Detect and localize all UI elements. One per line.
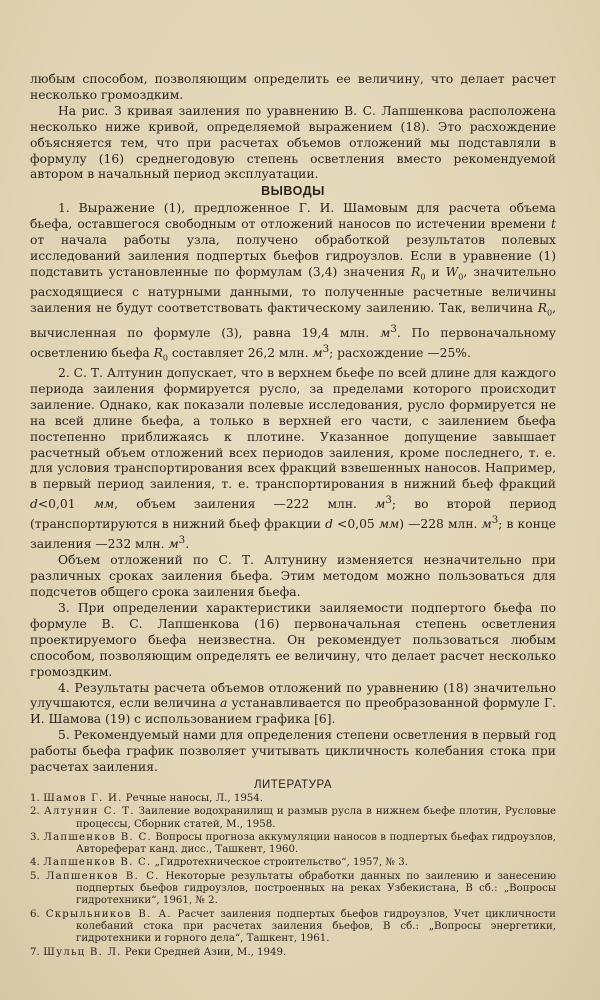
reference-item: 4. Лапшенков В. С. „Гидротехническое строительство“, 1957, № 3.	[30, 857, 408, 869]
paragraph-figure-comparison: На рис. 3 кривая заиления по уравнению В. С. Лапшенкова расположена несколько ниже кривой, определяемой выражением (18). Это расхождение объясняется тем, что при расчетах объемов отложений мы подставляли в формулу (16) среднегодовую степень осветления вместо рекомендуемой автором в начальный период эксплуатации.	[30, 103, 556, 182]
conclusions-heading: ВЫВОДЫ	[261, 184, 325, 199]
reference-item: 2. Алтунин С. Т. Заиление водохранилищ и размыв русла в нижнем бьефе плотин, Русловые процессы, Сборник статей, М., 1958.	[30, 806, 556, 830]
paragraph-continuation: любым способом, позволяющим определить ее величину, что делает расчет несколько громоздким.	[30, 72, 556, 102]
conclusion-4: 4. Результаты расчета объемов отложений по уравнению (18) значительно улучшаются, если величина a устанавливается по преобразованной формуле Г. И. Шамова (19) с использованием графика [6].	[30, 680, 557, 727]
reference-item: 7. Шульц В. Л. Реки Средней Азии, М., 1949.	[30, 946, 287, 958]
reference-item: 5. Лапшенков В. С. Некоторые результаты обработки данных по заилению и занесению подпертых бьефов гидроузлов, построенных на реках Узбекистана, В сб.: „Вопросы гидротехники“, 1961, № 2.	[30, 870, 556, 907]
reference-item: 3. Лапшенков В. С. Вопросы прогноза аккумуляции наносов в подпертых бьефах гидроузлов, Автореферат канд. дисс., Ташкент, 1960.	[30, 831, 556, 856]
conclusion-2-continued: Объем отложений по С. Т. Алтунину изменяется незначительно при различных сроках заиления бьефа. Этим методом можно пользоваться для подсчетов общего срока заиления бьефа.	[30, 553, 556, 600]
reference-list	[30, 793, 556, 959]
conclusion-1: 1. Выражение (1), предложенное Г. И. Шамовым для расчета объема бьефа, оставшегося свободным от отложений наносов по истечении времени t от начала работы узла, получено обработкой результатов полевых исследований заиления подпертых бьефов гидроузлов. Если в уравнение (1) подставить установленные по формулам (3,4) значения $R_0$ и $W_0$, значительно расходящиеся с натурными данными, то полученные расчетные величины заиления не будут соответствовать фактическому заилению. Так, величина $R_0$, вычисленная по формуле (3), равна 19,4 млн. $м^3$. По первоначальному осветлению бьефа $R_0$ составляет 26,2 млн. $м^3$; расхождение —25%.	[30, 201, 557, 363]
reference-item: 6. Скрыльников В. А. Расчет заиления подпертых бьефов гидроузлов, Учет цикличности колебаний стока при расчетах заиления бьефов, В сб.: „Вопросы энергетики, гидротехники и горного дела“, Ташкент, 1961.	[30, 908, 556, 945]
reference-item: 1. Шамов Г. И. Речные наносы, Л., 1954.	[30, 792, 264, 804]
literature-heading: ЛИТЕРАТУРА	[253, 778, 333, 791]
conclusion-5: 5. Рекомендуемый нами для определения степени осветления в первый год работы бьефа график позволяет учитывать цикличность колебания стока при расчетах заиления.	[30, 728, 556, 775]
conclusion-3: 3. При определении характеристики заиляемости подпертого бьефа по формуле В. С. Лапшенкова (16) первоначальная степень осветления проектируемого бьефа неизвестна. Он рекомендует пользоваться любым способом, позволяющим определять ее величину, что делает расчет несколько громоздким.	[30, 601, 556, 679]
conclusion-2: 2. С. Т. Алтунин допускает, что в верхнем бьефе по всей длине для каждого периода заиления формируется русло, за пределами которого происходит заиление. Однако, как показали полевые исследования, русло формируется не на всей длине бьефа, а только в верхней его части, с заилением бьефа постепенно приближаясь к плотине. Указанное допущение завышает расчетный объем отложений всех периодов заиления, кроме последнего, т. е. для условия транспортирования всех фракций взвешенных наносов. Например, в первый период заиления, т. е. транспортирования в нижний бьеф фракций d<0,01 мм, объем заиления —222 млн. $м^3$; во второй период (транспортируются в нижний бьеф фракции d <0,05 мм) —228 млн. $м^3$; в конце заиления —232 млн. $м^3$.	[30, 366, 557, 552]
